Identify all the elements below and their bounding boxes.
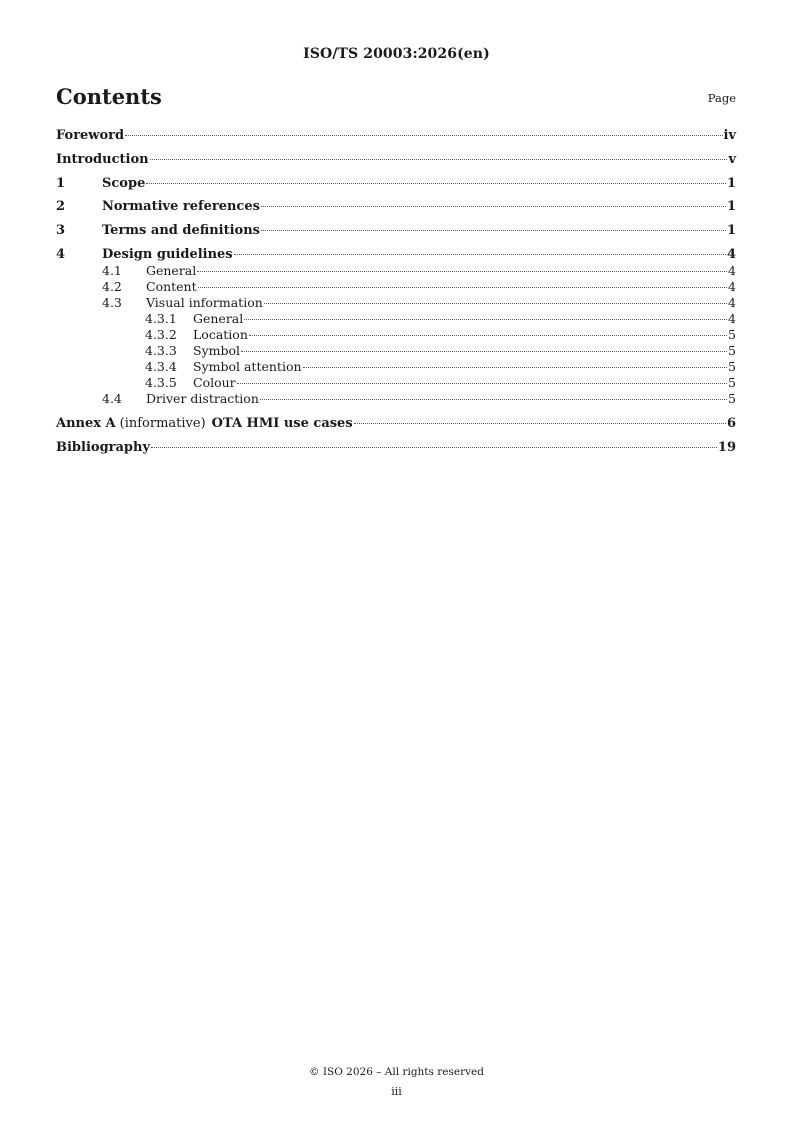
toc-title: Normative references <box>102 199 260 214</box>
toc-title: Symbol attention <box>193 359 302 374</box>
dot-leader <box>261 230 726 231</box>
annex-label: Annex A <box>56 416 116 431</box>
toc-number: 4.4 <box>102 391 122 406</box>
toc-title: Terms and definitions <box>102 223 260 238</box>
toc-page: 5 <box>728 343 736 358</box>
toc-page: 4 <box>728 295 736 310</box>
toc-entry-4-3-2[interactable] <box>56 327 736 342</box>
toc-entry-4-3-4[interactable] <box>56 359 736 374</box>
toc-title: General <box>146 263 197 278</box>
toc-entry-design-guidelines[interactable] <box>56 247 736 262</box>
contents-heading: Contents <box>56 84 162 109</box>
dot-leader <box>197 271 727 272</box>
toc-page: 5 <box>728 375 736 390</box>
toc-page: iv <box>723 128 736 143</box>
toc-entry-normative-references[interactable] <box>56 199 736 214</box>
toc-title: Visual information <box>146 295 263 310</box>
toc-page: 5 <box>728 359 736 374</box>
toc-entry-4-3-3[interactable] <box>56 343 736 358</box>
dot-leader <box>198 287 727 288</box>
toc-title: General <box>193 311 244 326</box>
toc-number: 4 <box>56 247 66 262</box>
toc-title: Location <box>193 327 248 342</box>
annex-type: (informative) <box>119 416 206 431</box>
toc-title <box>56 416 353 431</box>
dot-leader <box>260 399 727 400</box>
page-number: iii <box>391 1085 402 1098</box>
toc-entry-4-1[interactable] <box>56 263 736 278</box>
toc-title: Design guidelines <box>102 247 233 262</box>
toc-number: 4.3.4 <box>145 359 177 374</box>
toc-entry-4-3[interactable] <box>56 295 736 310</box>
toc-title: Foreword <box>56 128 125 143</box>
dot-leader <box>261 206 726 207</box>
toc-page: 19 <box>717 440 736 455</box>
copyright-notice: © ISO 2026 – All rights reserved <box>309 1066 484 1078</box>
toc-entry-4-4[interactable] <box>56 391 736 406</box>
dot-leader <box>303 367 728 368</box>
toc-page: 4 <box>728 263 736 278</box>
toc-number: 4.3.3 <box>145 343 177 358</box>
dot-leader <box>150 159 728 160</box>
toc-number: 2 <box>56 199 66 214</box>
annex-title: OTA HMI use cases <box>211 416 353 431</box>
toc-number: 4.3 <box>102 295 122 310</box>
dot-leader <box>264 303 727 304</box>
toc-page: v <box>728 152 736 167</box>
toc-title: Content <box>146 279 197 294</box>
toc-number: 4.2 <box>102 279 122 294</box>
toc-page: 4 <box>728 311 736 326</box>
toc-page: 4 <box>726 247 736 262</box>
toc-entry-bibliography[interactable] <box>56 440 736 455</box>
document-identifier: ISO/TS 20003:2026(en) <box>303 46 490 62</box>
dot-leader <box>354 423 726 424</box>
dot-leader <box>151 447 717 448</box>
dot-leader <box>125 135 722 136</box>
toc-page: 4 <box>728 279 736 294</box>
toc-entry-foreword[interactable] <box>56 128 736 143</box>
toc-number: 4.3.2 <box>145 327 177 342</box>
toc-number: 3 <box>56 223 66 238</box>
toc-page: 1 <box>726 223 736 238</box>
toc-entry-scope[interactable] <box>56 176 736 191</box>
toc-entry-terms-definitions[interactable] <box>56 223 736 238</box>
toc-entry-introduction[interactable] <box>56 152 736 167</box>
dot-leader <box>146 183 726 184</box>
toc-entry-4-3-1[interactable] <box>56 311 736 326</box>
toc-page: 5 <box>728 391 736 406</box>
toc-page: 1 <box>726 176 736 191</box>
toc-page: 6 <box>726 416 736 431</box>
dot-leader <box>249 335 727 336</box>
toc-title: Introduction <box>56 152 149 167</box>
toc-entry-4-3-5[interactable] <box>56 375 736 390</box>
dot-leader <box>237 383 727 384</box>
toc-entry-4-2[interactable] <box>56 279 736 294</box>
toc-title: Driver distraction <box>146 391 259 406</box>
toc-number: 4.3.5 <box>145 375 177 390</box>
dot-leader <box>244 319 727 320</box>
page-column-label: Page <box>707 91 736 105</box>
toc-title: Symbol <box>193 343 241 358</box>
toc-entry-annex-a[interactable] <box>56 416 736 431</box>
toc-title: Scope <box>102 176 146 191</box>
toc-page: 1 <box>726 199 736 214</box>
dot-leader <box>234 254 726 255</box>
toc-number: 4.3.1 <box>145 311 177 326</box>
toc-page: 5 <box>728 327 736 342</box>
toc-title: Bibliography <box>56 440 151 455</box>
toc-number: 4.1 <box>102 263 122 278</box>
toc-title: Colour <box>193 375 236 390</box>
dot-leader <box>241 351 727 352</box>
toc-number: 1 <box>56 176 66 191</box>
